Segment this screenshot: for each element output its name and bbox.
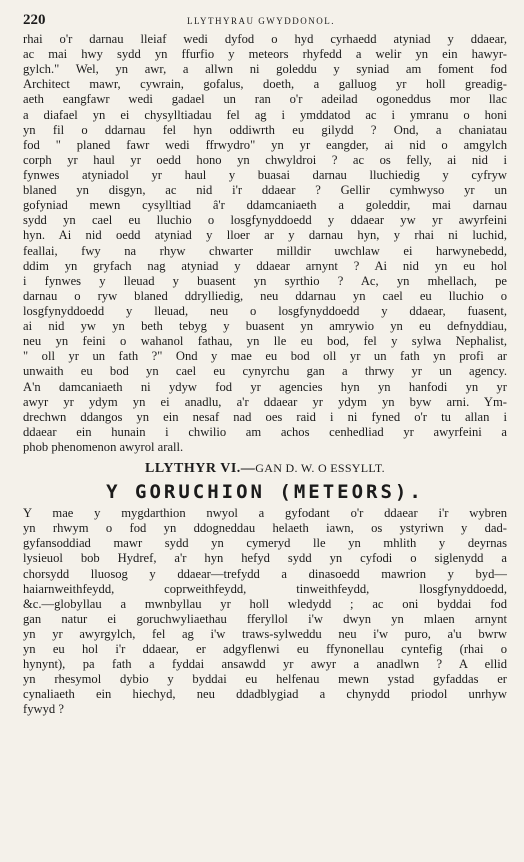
text-line: aeth eangfawr wedi gadael un ran o'r adeilad ogoneddus mor llac — [23, 92, 507, 107]
text-line: Architect mawr, cywrain, gofalus, doeth, a galluog yr holl greadig- — [23, 77, 507, 92]
text-line: ddaear ein hunain i chwilio am achos cenhedliad yr awyrfeini a — [23, 424, 507, 439]
text-line: yn fil o ddarnau fel hyn oddiwrth eu gilydd ? Ond, a chaniatau — [23, 122, 507, 137]
text-line: ac mai hwy sydd yn ffurfio y meteors rhyfedd a welir yn ein hawyr- — [23, 47, 507, 62]
running-head — [23, 12, 507, 30]
text-line: phob phenomenon awyrol arall. — [23, 439, 184, 454]
text-line: awyr yr ydym yn ei anadlu, a'r ddaear yr ydym yn byw arni. Ym- — [23, 394, 507, 409]
text-line: rhai o'r darnau lleiaf wedi dyfod o hyd cyrhaedd atyniad y ddaear, — [23, 32, 507, 46]
text-line: corph yr haul yr oedd hono yn chwyldroi ? ac os felly, ai nid i — [23, 152, 507, 167]
text-line: darnau o ryw blaned ddrylliedig, neu ddarnau yn cael eu lluchio o — [23, 288, 507, 303]
text-line: ddim yn gryfach nag atyniad y ddaear arnynt ? Ai nid yn eu hol — [23, 258, 507, 273]
text-line: A'n damcaniaeth ni ydyw fod yr agencies hyn yn hanfodi yn yr — [23, 379, 507, 394]
text-line: fywyd ? — [23, 702, 64, 717]
letter-v-closing-paragraph — [23, 32, 507, 455]
text-line: hyn. Ai nid oedd atyniad y lloer ar y darnau hyn, y rhai ni luchid, — [23, 228, 507, 243]
text-line: unwaith eu bod yn cael eu cynyrchu gan a thrwy yr un agency. — [23, 364, 507, 379]
text-line: fynwes atyniadol yr haul y buasai darnau lluchiedig y cyfryw — [23, 167, 507, 182]
text-line: hynynt), pa fath a fyddai ansawdd yr awyr a anadlwn ? A ellid — [23, 657, 507, 672]
letter-heading — [23, 460, 507, 476]
text-line: gan natur ei goruchwyliaethau fferyllol i'w dwyn yn mlaen arnynt — [23, 611, 507, 626]
text-line: feallai, fwy na rhyw chwarter milldir uwchlaw ei harwynebedd, — [23, 243, 507, 258]
text-line: neu yn feini o wahanol fathau, yn lle eu bod, fel y sylwa Nephalist, — [23, 334, 507, 349]
page-number: 220 — [23, 12, 46, 28]
text-line: &c.—globyllau a mwnbyllau yr holl wledydd ; ac oni byddai fod — [23, 596, 507, 611]
text-line: " oll yr un fath ?" Ond y mae eu bod oll yr un fath yn profi ar — [23, 349, 507, 364]
letter-number: LLYTHYR VI.— — [145, 461, 256, 477]
letter-vi-paragraph — [23, 506, 507, 718]
text-line: losgfynyddoedd y lleuad, neu o losgfynyddoedd y ddaear, fuasent, — [23, 303, 507, 318]
text-line: blaned yn disgyn, ac nid i'r ddaear ? Gellir cymhwyso yr un — [23, 183, 507, 198]
text-line: yn rhesymol dybio y byddai eu helfenau mewn ystad gyfaddas er — [23, 672, 507, 687]
text-line: gyfansoddiad mawr sydd yn cymeryd lle yn mhlith y deyrnas — [23, 536, 507, 551]
text-line: yn rhwym o fod yn ddogneddau helaeth iawn, os ystyriwn y dad- — [23, 521, 507, 536]
text-line: Y mae y mygdarthion nwyol a gyfodant o'r ddaear i'r wybren — [23, 506, 507, 521]
letter-author: GAN D. W. O ESSYLLT. — [255, 461, 385, 476]
text-line: ai nid yw yn beth tebyg y buasent yn amrywio yn eu defnyddiau, — [23, 319, 507, 334]
article-title: Y GORUCHION (METEORS). — [106, 481, 424, 504]
text-line: lysieuol bob Hydref, a'r hyn hefyd sydd yn cyfodi o siglenydd a — [23, 551, 507, 566]
text-line: a diafael yn ei chysylltiadau fel ag i ymddatod ac i ymranu o honi — [23, 107, 507, 122]
text-line: chorsydd lluosog y ddaear—trefydd a dinasoedd mawrion y byd— — [23, 566, 507, 581]
text-line: cynaliaeth ein hiechyd, neu ddadblygiad a chynydd priodol unrhyw — [23, 687, 507, 702]
text-line: drechwn ddangos yn ein nesaf nad oes raid i ni fyned o'r tu allan i — [23, 409, 507, 424]
running-title: LLYTHYRAU GWYDDONOL. — [186, 16, 336, 26]
text-line: haiarnweithfeydd, coprweithfeydd, tinweithfeydd, llosgfynyddoedd, — [23, 581, 507, 596]
text-line: yn yr awyrgylch, fel ag i'w traws-sylweddu neu i'w puro, a'u bwrw — [23, 626, 507, 641]
text-line: sydd yn cael eu lluchio o losgfynyddoedd y ddaear yw yr awyrfeini — [23, 213, 507, 228]
text-line: yn eu hol i'r ddaear, er adgyflenwi eu ffynonellau cyntefig (rhai o — [23, 642, 507, 657]
text-line: gofyniad mewn cysylltiad â'r ddamcaniaeth a goleddir, mai darnau — [23, 198, 507, 213]
text-line: fod " planed fawr wedi ffrwydro" yn yr eangder, ai nid o amgylch — [23, 137, 507, 152]
text-line: i fynwes y lleuad y buasent yn syrthio ? Ac, yn mhellach, pe — [23, 273, 507, 288]
text-line: gylch." Wel, yn awr, a allwn ni goleddu y syniad am foment fod — [23, 62, 507, 77]
